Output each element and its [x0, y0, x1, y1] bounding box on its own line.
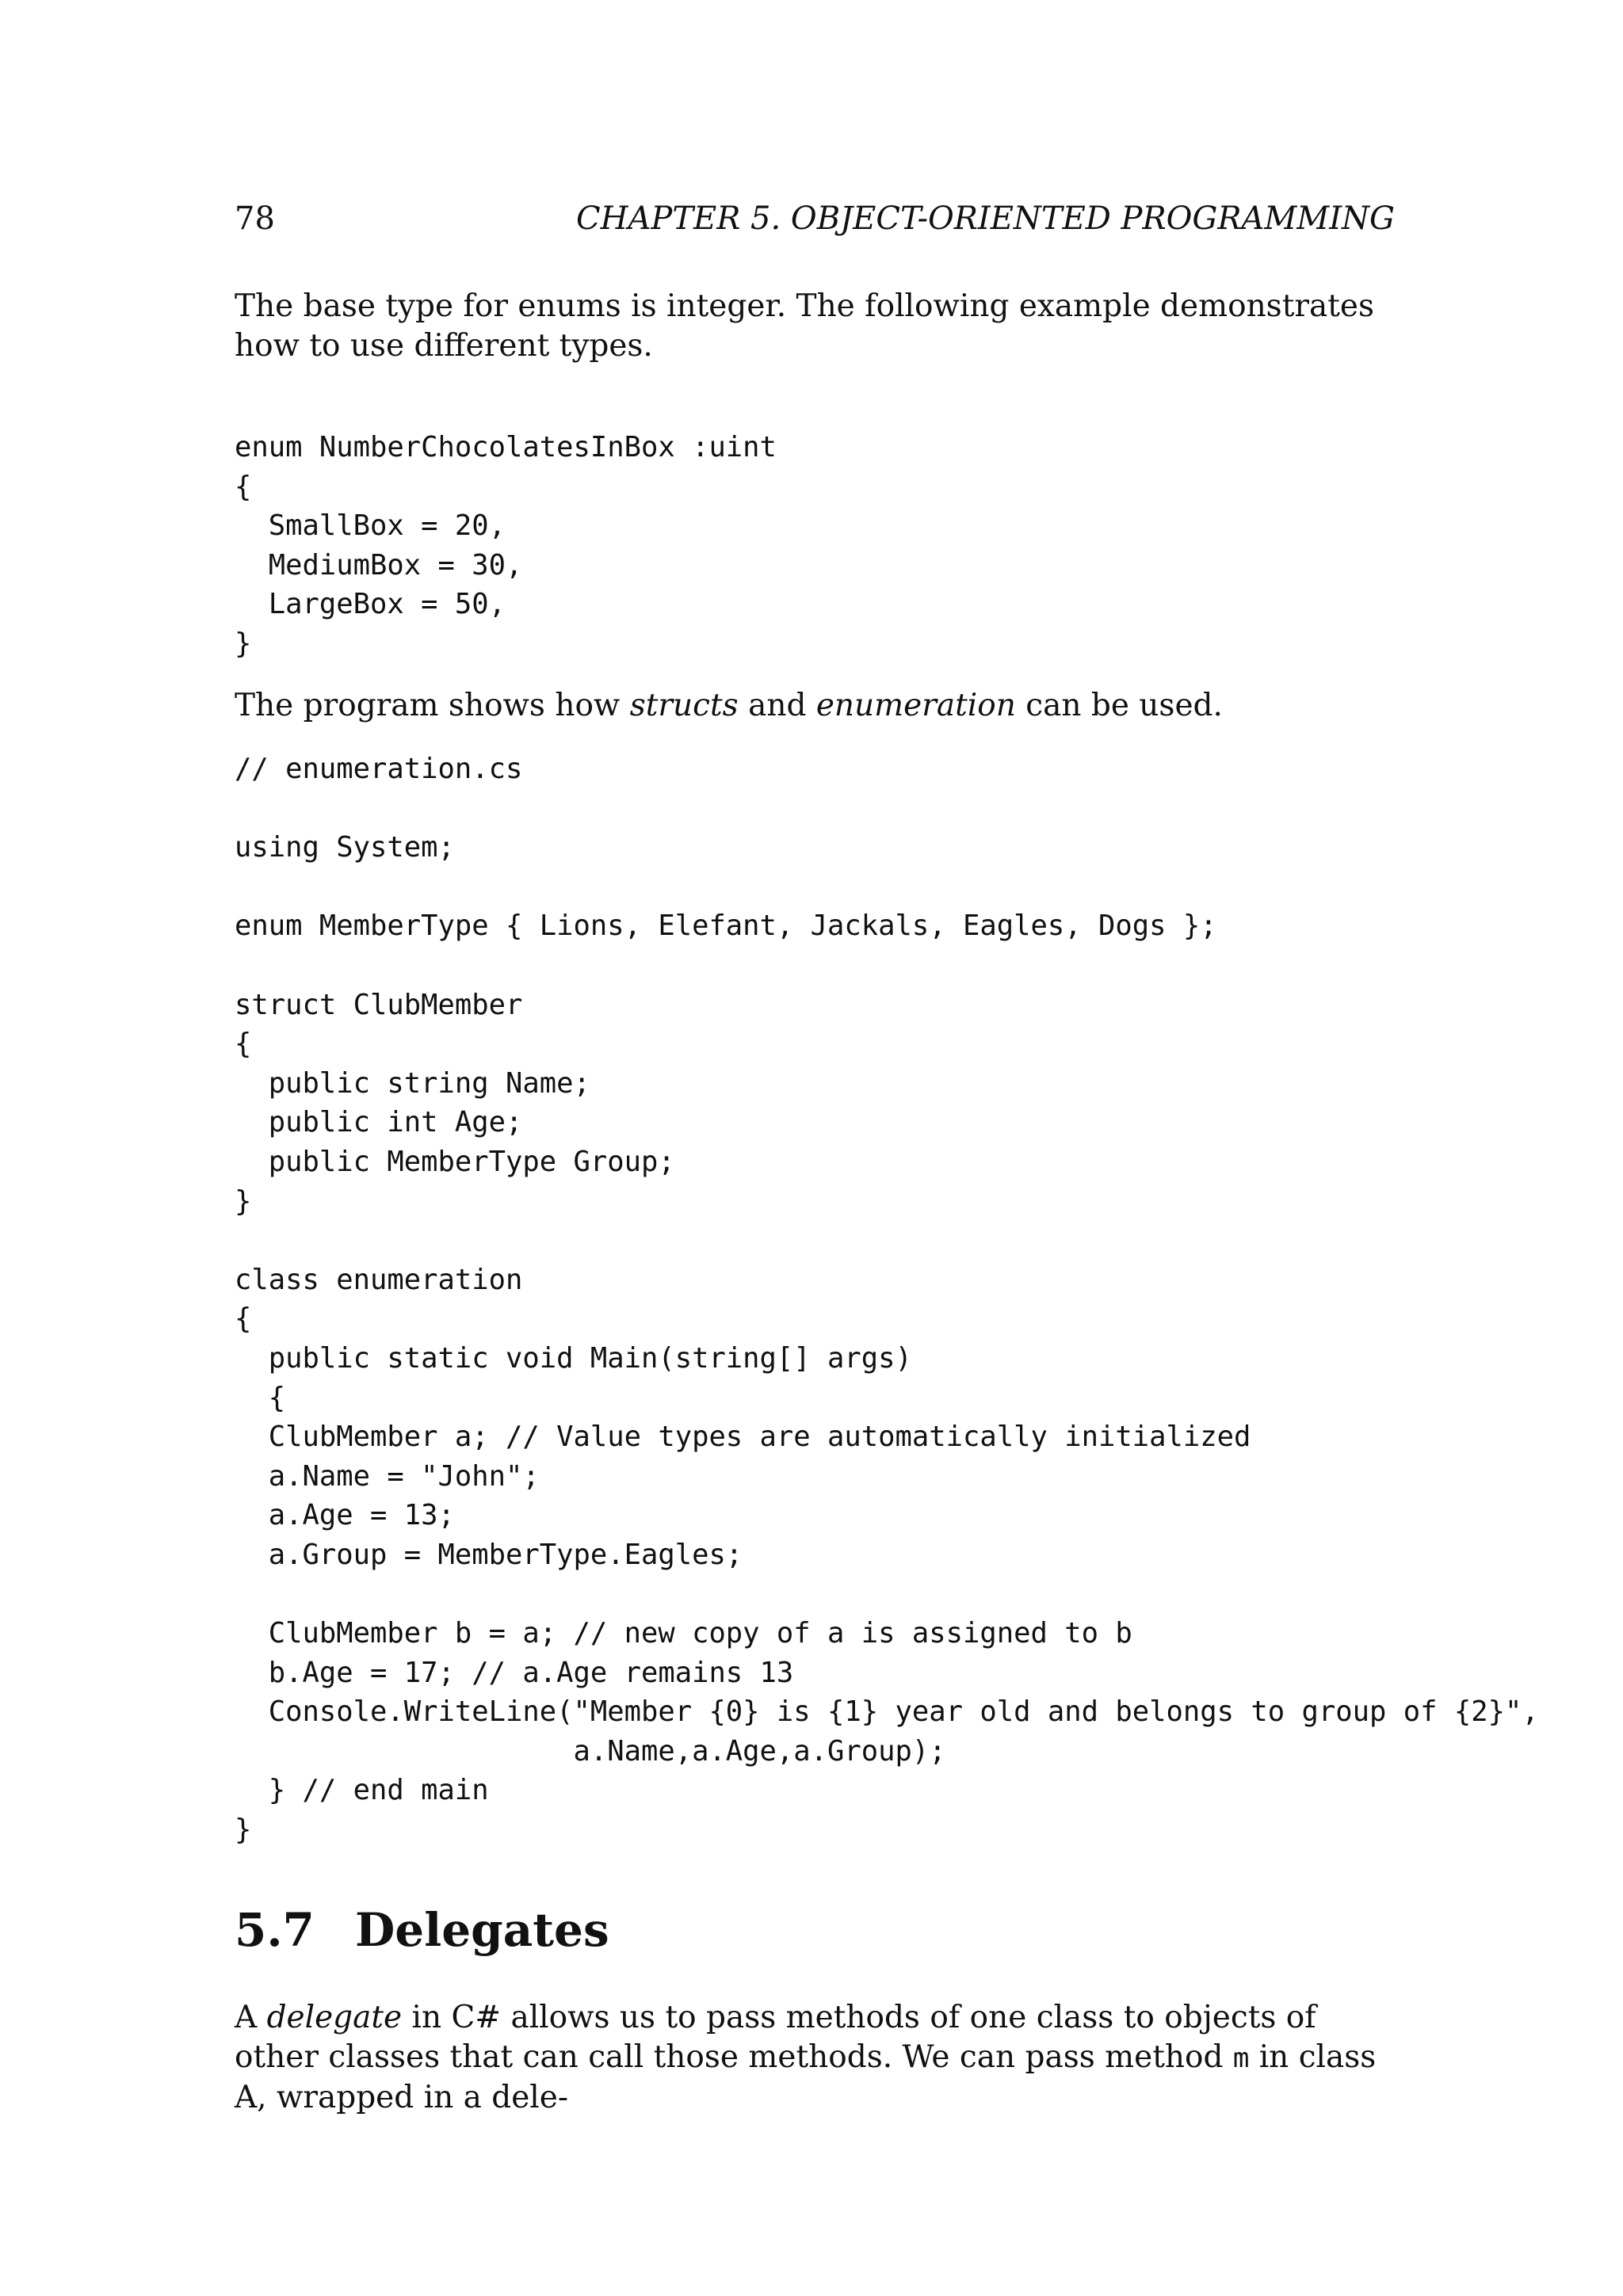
- program-intro-text-2: and: [738, 688, 816, 723]
- code-line: a.Name = "John";: [235, 1459, 540, 1493]
- code-line: [235, 946, 1534, 986]
- section-heading: [235, 1901, 609, 1958]
- code-line: using System;: [235, 831, 455, 864]
- code-line: [235, 1221, 1534, 1261]
- code-line: public int Age;: [235, 1106, 523, 1139]
- code-line: public static void Main(string[] args): [235, 1341, 912, 1375]
- intro-paragraph: The base type for enums is integer. The following example demonstrates how to use different types.: [235, 288, 1375, 364]
- code-line: class enumeration: [235, 1263, 523, 1296]
- code-line: {: [235, 1028, 252, 1061]
- code-line: a.Name,a.Age,a.Group);: [235, 1734, 946, 1768]
- program-intro-paragraph: [235, 686, 1400, 726]
- code-line: {: [235, 1381, 286, 1414]
- delegate-text-3: in class A, wrapped in a dele-: [235, 2039, 1377, 2115]
- delegate-inline-code: m: [1232, 2042, 1250, 2074]
- code-line: [235, 1574, 1534, 1614]
- program-intro-emphasis-structs: structs: [629, 688, 739, 723]
- code-line: struct ClubMember: [235, 988, 523, 1021]
- code-line: [235, 868, 1534, 907]
- delegate-text-2: in C# allows us to pass methods of one class to objects of other classes that can call those methods. We can pass method: [235, 2000, 1316, 2075]
- page-number: 78: [235, 200, 275, 237]
- code-line: } // end main: [235, 1774, 489, 1807]
- code-line: public MemberType Group;: [235, 1145, 675, 1178]
- code-line: enum MemberType { Lions, Elefant, Jackals, Eagles, Dogs };: [235, 910, 1217, 943]
- section-number: 5.7: [235, 1903, 315, 1957]
- delegate-paragraph: [235, 1998, 1400, 2118]
- code-line: LargeBox = 50,: [235, 588, 506, 621]
- code-line: // enumeration.cs: [235, 753, 523, 785]
- code-line: b.Age = 17; // a.Age remains 13: [235, 1656, 794, 1689]
- delegate-text-1: A: [235, 2000, 267, 2035]
- code-line: a.Group = MemberType.Eagles;: [235, 1538, 743, 1571]
- code-line: a.Age = 13;: [235, 1499, 455, 1532]
- code-line: MediumBox = 30,: [235, 548, 523, 582]
- code-line: }: [235, 627, 252, 660]
- section-title: Delegates: [355, 1903, 609, 1957]
- code-block-enum: [235, 428, 1534, 664]
- code-line: SmallBox = 20,: [235, 509, 506, 543]
- program-intro-text-1: The program shows how: [235, 688, 630, 723]
- code-line: enum NumberChocolatesInBox :uint: [235, 431, 777, 463]
- program-intro-text-3: can be used.: [1015, 688, 1223, 723]
- code-line: Console.WriteLine("Member {0} is {1} year old and belongs to group of {2}",: [235, 1695, 1539, 1729]
- code-line: ClubMember b = a; // new copy of a is assigned to b: [235, 1617, 1132, 1650]
- code-line: public string Name;: [235, 1066, 590, 1100]
- delegate-emphasis: delegate: [266, 2000, 403, 2035]
- code-line: }: [235, 1184, 252, 1218]
- code-line: [235, 789, 1534, 829]
- running-head: CHAPTER 5. OBJECT-ORIENTED PROGRAMMING: [576, 200, 1395, 237]
- code-line: }: [235, 1814, 252, 1847]
- code-line: ClubMember a; // Value types are automatically initialized: [235, 1421, 1251, 1454]
- code-line: {: [235, 470, 252, 503]
- code-block-program: [235, 749, 1539, 1850]
- program-intro-emphasis-enumeration: enumeration: [815, 688, 1016, 723]
- code-line: {: [235, 1302, 252, 1336]
